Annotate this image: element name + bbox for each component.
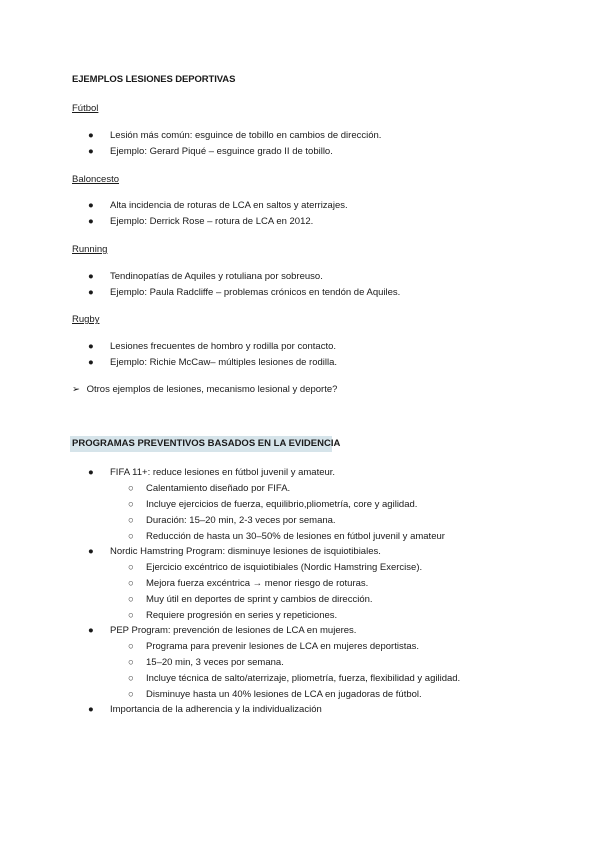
bullet-icon: ● [88,341,94,352]
sub-list-item: Duración: 15–20 min, 2-3 veces por semana. [146,515,336,526]
section-heading-running: Running [72,244,108,255]
bullet-icon: ● [88,546,94,557]
sub-list-item: Calentamiento diseñado por FIFA. [146,483,291,494]
sub-list-item: Ejercicio excéntrico de isquiotibiales (Nordic Hamstring Exercise). [146,562,423,573]
bullet-icon: ● [88,357,94,368]
bullet-icon: ● [88,130,94,141]
sub-bullet-icon: ○ [128,641,134,652]
bullet-icon: ● [88,216,94,227]
bullet-icon: ● [88,704,94,715]
bullet-icon: ● [88,625,94,636]
sub-bullet-icon: ○ [128,594,134,605]
sub-list-item: Mejora fuerza excéntrica → menor riesgo de roturas. [146,578,369,589]
bullet-icon: ● [88,467,94,478]
list-item: FIFA 11+: reduce lesiones en fútbol juvenil y amateur. [110,467,336,478]
list-item: Tendinopatías de Aquiles y rotuliana por sobreuso. [110,271,323,282]
sub-bullet-icon: ○ [128,531,134,542]
arrow-bullet-icon: ➢ [72,384,80,395]
bullet-icon: ● [88,146,94,157]
bullet-icon: ● [88,271,94,282]
list-item: Importancia de la adherencia y la individualización [110,704,322,715]
document-title: EJEMPLOS LESIONES DEPORTIVAS [72,74,236,85]
sub-bullet-icon: ○ [128,610,134,621]
sub-list-item: Muy útil en deportes de sprint y cambios de dirección. [146,594,373,605]
list-item: Alta incidencia de roturas de LCA en saltos y aterrizajes. [110,200,348,211]
list-item: Ejemplo: Paula Radcliffe – problemas crónicos en tendón de Aquiles. [110,287,401,298]
section-heading-baloncesto: Baloncesto [72,174,120,185]
section-heading-rugby: Rugby [72,314,100,325]
sub-list-item: 15–20 min, 3 veces por semana. [146,657,284,668]
sub-bullet-icon: ○ [128,657,134,668]
sub-list-item: Reducción de hasta un 30–50% de lesiones en fútbol juvenil y amateur [146,531,445,542]
list-item: Ejemplo: Gerard Piqué – esguince grado II de tobillo. [110,146,333,157]
list-item: Lesión más común: esguince de tobillo en cambios de dirección. [110,130,382,141]
sub-bullet-icon: ○ [128,483,134,494]
sub-bullet-icon: ○ [128,578,134,589]
sub-bullet-icon: ○ [128,562,134,573]
sub-bullet-icon: ○ [128,673,134,684]
sub-list-item: Disminuye hasta un 40% lesiones de LCA en jugadoras de fútbol. [146,689,422,700]
list-item: Ejemplo: Richie McCaw– múltiples lesiones de rodilla. [110,357,338,368]
question-text: Otros ejemplos de lesiones, mecanismo lesional y deporte? [86,384,338,395]
sub-bullet-icon: ○ [128,515,134,526]
list-item: Ejemplo: Derrick Rose – rotura de LCA en 2012. [110,216,314,227]
sub-bullet-icon: ○ [128,689,134,700]
programs-heading: PROGRAMAS PREVENTIVOS BASADOS EN LA EVIDENCIA [72,438,341,449]
sub-list-item: Requiere progresión en series y repeticiones. [146,610,338,621]
list-item: Nordic Hamstring Program: disminuye lesiones de isquiotibiales. [110,546,381,557]
bullet-icon: ● [88,287,94,298]
sub-list-item: Programa para prevenir lesiones de LCA en mujeres deportistas. [146,641,420,652]
bullet-icon: ● [88,200,94,211]
sub-bullet-icon: ○ [128,499,134,510]
list-item: PEP Program: prevención de lesiones de LCA en mujeres. [110,625,357,636]
list-item: Lesiones frecuentes de hombro y rodilla por contacto. [110,341,337,352]
section-heading-futbol: Fútbol [72,103,99,114]
sub-list-item: Incluye técnica de salto/aterrizaje, pliometría, fuerza, flexibilidad y agilidad. [146,673,461,684]
sub-list-item: Incluye ejercicios de fuerza, equilibrio,pliometría, core y agilidad. [146,499,418,510]
question-line [72,384,337,395]
